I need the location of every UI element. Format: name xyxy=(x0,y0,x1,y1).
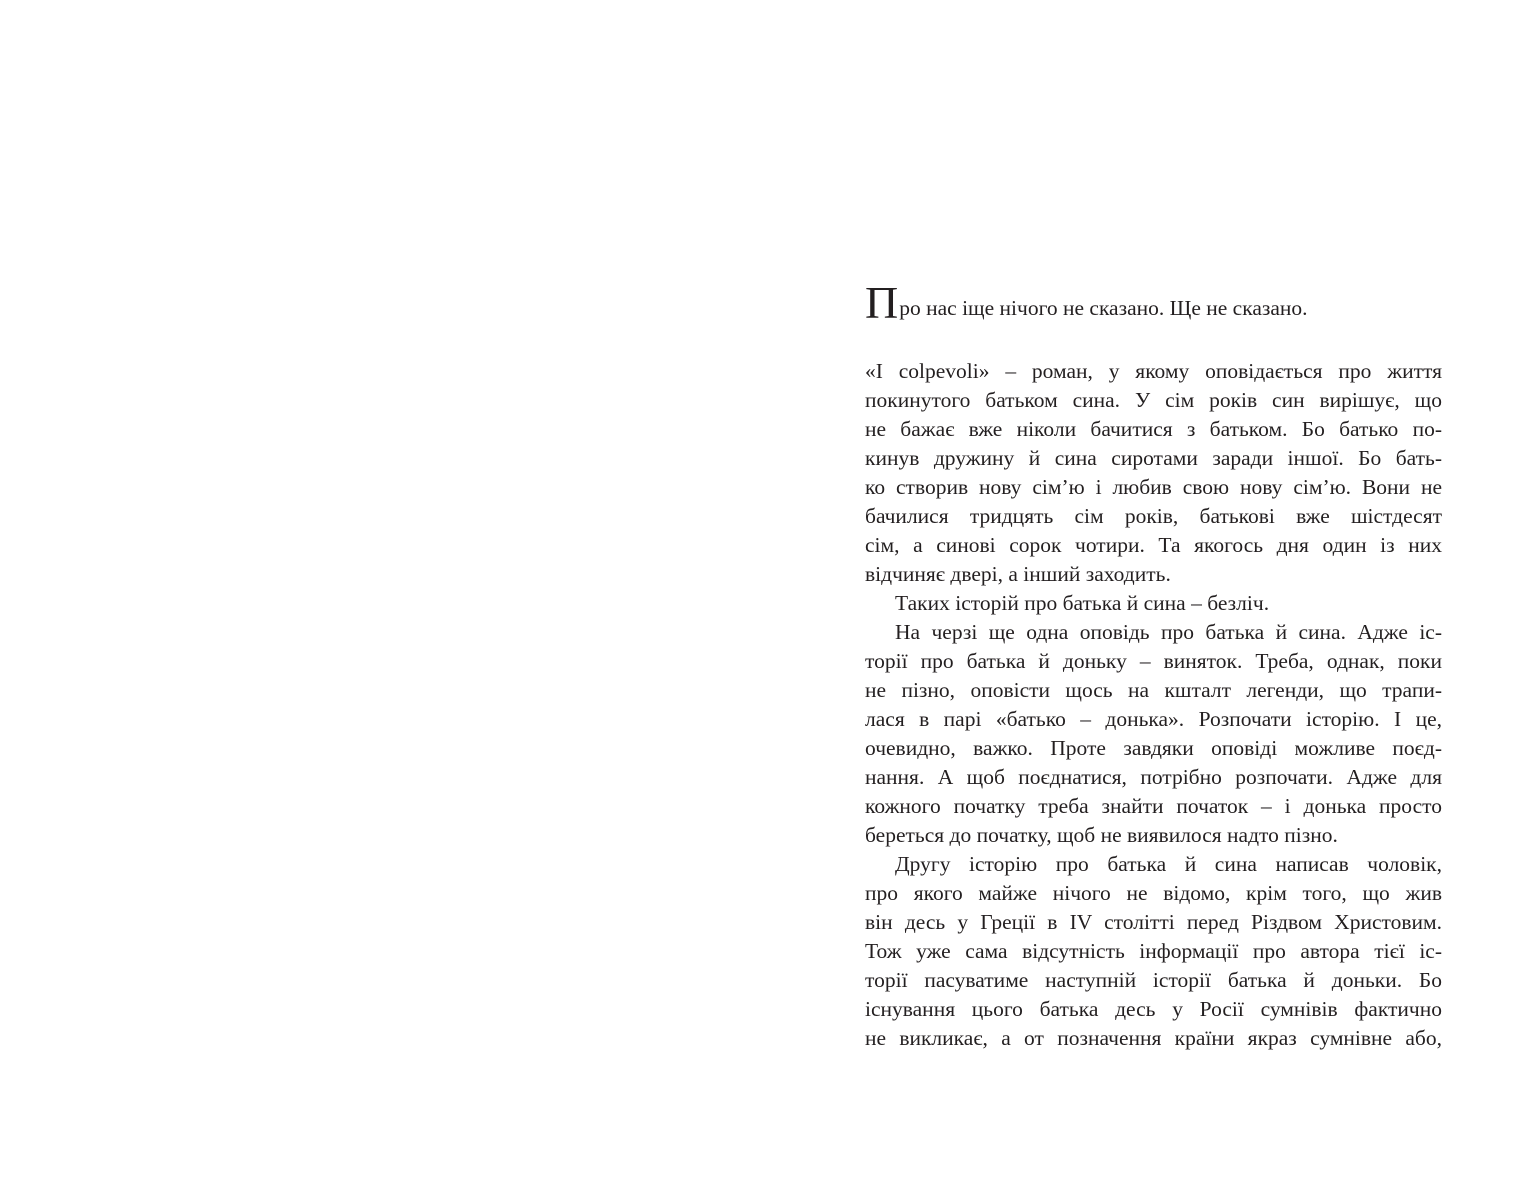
text-line: існування цього батька десь у Росії сумнівів фактично xyxy=(865,997,1442,1021)
text-line: ко створив нову сім’ю і любив свою нову сім’ю. Вони не xyxy=(865,475,1442,499)
body-text xyxy=(865,357,1442,1053)
text-line: бачилися тридцять сім років, батькові вже шістдесят xyxy=(865,504,1442,528)
text-line: лася в парі «батько – донька». Розпочати історію. І це, xyxy=(865,707,1442,731)
text-line: нання. А щоб поєднатися, потрібно розпочати. Адже для xyxy=(865,765,1442,789)
drop-cap: П xyxy=(865,277,899,328)
text-line: Тож уже сама відсутність інформації про автора тієї іс- xyxy=(865,939,1442,963)
text-block xyxy=(865,277,1442,1053)
text-line: Другу історію про батька й сина написав чоловік, xyxy=(895,852,1442,876)
opening-line xyxy=(865,277,1442,336)
text-line: сім, а синові сорок чотири. Та якогось дня один із них xyxy=(865,533,1442,557)
text-line: відчиняє двері, а інший заходить. xyxy=(865,562,1171,586)
text-line: торії пасуватиме наступній історії батька й доньки. Бо xyxy=(865,968,1442,992)
right-page xyxy=(768,0,1536,1182)
text-line: про якого майже нічого не відомо, крім того, що жив xyxy=(865,881,1442,905)
text-line: не бажає вже ніколи бачитися з батьком. Бо батько по- xyxy=(865,417,1442,441)
opening-text: ро нас іще нічого не сказано. Ще не сказано. xyxy=(899,296,1308,320)
text-line: кожного початку треба знайти початок – і донька просто xyxy=(865,794,1442,818)
text-line: кинув дружину й сина сиротами заради іншої. Бо бать- xyxy=(865,446,1442,470)
text-line: торії про батька й доньку – виняток. Треба, однак, поки xyxy=(865,649,1442,673)
text-line: не пізно, оповісти щось на кшталт легенди, що трапи- xyxy=(865,678,1442,702)
text-line: На черзі ще одна оповідь про батька й сина. Адже іс- xyxy=(895,620,1442,644)
text-line: береться до початку, щоб не виявилося надто пізно. xyxy=(865,823,1338,847)
text-line: «I colpevoli» – роман, у якому оповідається про життя xyxy=(865,359,1442,383)
text-line: не викликає, а от позначення країни якраз сумнівне або, xyxy=(865,1026,1442,1050)
text-line: очевидно, важко. Проте завдяки оповіді можливе поєд- xyxy=(865,736,1442,760)
text-line: він десь у Греції в IV столітті перед Різдвом Христовим. xyxy=(865,910,1442,934)
text-line: Таких історій про батька й сина – безліч. xyxy=(895,591,1270,615)
text-line: покинутого батьком сина. У сім років син вирішує, що xyxy=(865,388,1442,412)
